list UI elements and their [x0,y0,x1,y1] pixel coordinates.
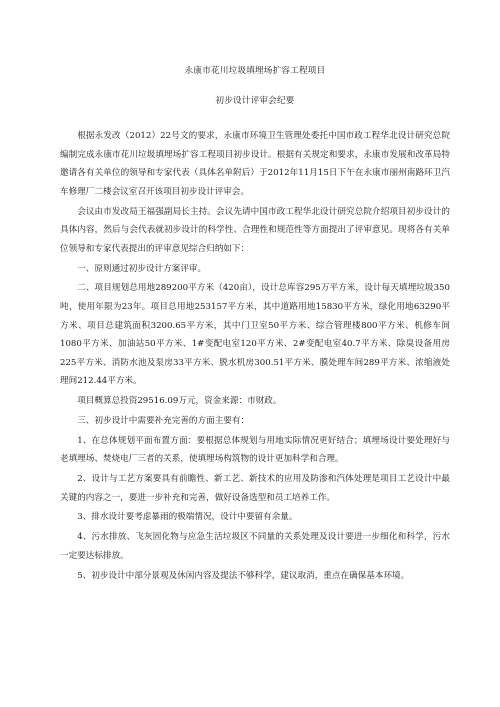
document-subtitle: 初步设计评审会纪要 [215,96,295,106]
paragraph-item-3: 三、初步设计中需要补充完善的方面主要有： [77,415,250,426]
paragraph-item-2: 二、项目规划总用地289200平方米（420亩），设计总库容295万平方米，设计每天填埋垃圾350吨，使用年限为23年。项目总用地253157平方米，其中道路用地15830平方米，绿化用地63290平方米、项目总建筑面积3200.65平方米，其中门卫室50平方米、综合管理楼800平方米、机修车间1080平方米、加油站50平方米、1#变配电室120平方米、2#变配电室40.7平方米、除臭设备用房225平方米、消防水池及泵房33平方米、脱水机房300.51平方米、膜处理车间289平方米、浓缩液处理间212.44平方米。 [60,283,450,387]
paragraph-item-1: 一、原则通过初步设计方案评审。 [77,263,207,274]
paragraph-intro: 根据永发改（2012）22号文的要求，永康市环境卫生管理处委托中国市政工程华北设计研究总院编制完成永康市花川垃圾填埋场扩容工程项目初步设计。根据有关规定和要求，永康市发展和改革局特邀请各有关单位的领导和专家代表（具体名单附后）于2012年11月15日下午在永康市丽州南路环卫汽车修理厂二楼会议室召开该项目初步设计评审会。 [60,131,450,197]
paragraph-sub-2: 2、设计与工艺方案要具有前瞻性、新工艺、新技术的应用及防渗和汽体处理是项目工艺设计中最关键的内容之一，要进一步补充和完善，做好设备选型和员工培养工作。 [60,474,450,503]
paragraph-investment: 项目概算总投资29516.09万元，资金来源：市财政。 [77,396,282,407]
paragraph-meeting: 会议由市发改局王福强副局长主持。会议先请中国市政工程华北设计研究总院介绍项目初步设计的具体内容，然后与会代表就初步设计的科学性、合理性和规范性等方面提出了评审意见。现将各有关单位领导和专家代表提出的评审意见综合归纳如下： [60,206,450,254]
paragraph-sub-3: 3、排水设计要考虑暴雨的极端情况，设计中要留有余量。 [77,512,298,523]
paragraph-sub-5: 5、初步设计中部分景观及休闲内容及提法不够科学，建议取消，重点在确保基本环境。 [77,570,410,581]
document-title: 永康市花川垃圾填埋场扩容工程项目 [184,66,326,76]
paragraph-sub-4: 4、污水排放、飞灰固化物与应急生活垃圾区不同量的关系处理及设计要进一步细化和科学，污水一定要达标排放。 [60,532,450,561]
document-body [60,127,450,585]
paragraph-sub-1: 1、在总体规划平面布置方面：要根据总体规划与用地实际情况更好结合；填埋场设计要处理好与老填埋场、焚烧电厂三者的关系，使填埋场构筑物的设计更加科学和合理。 [60,435,450,465]
